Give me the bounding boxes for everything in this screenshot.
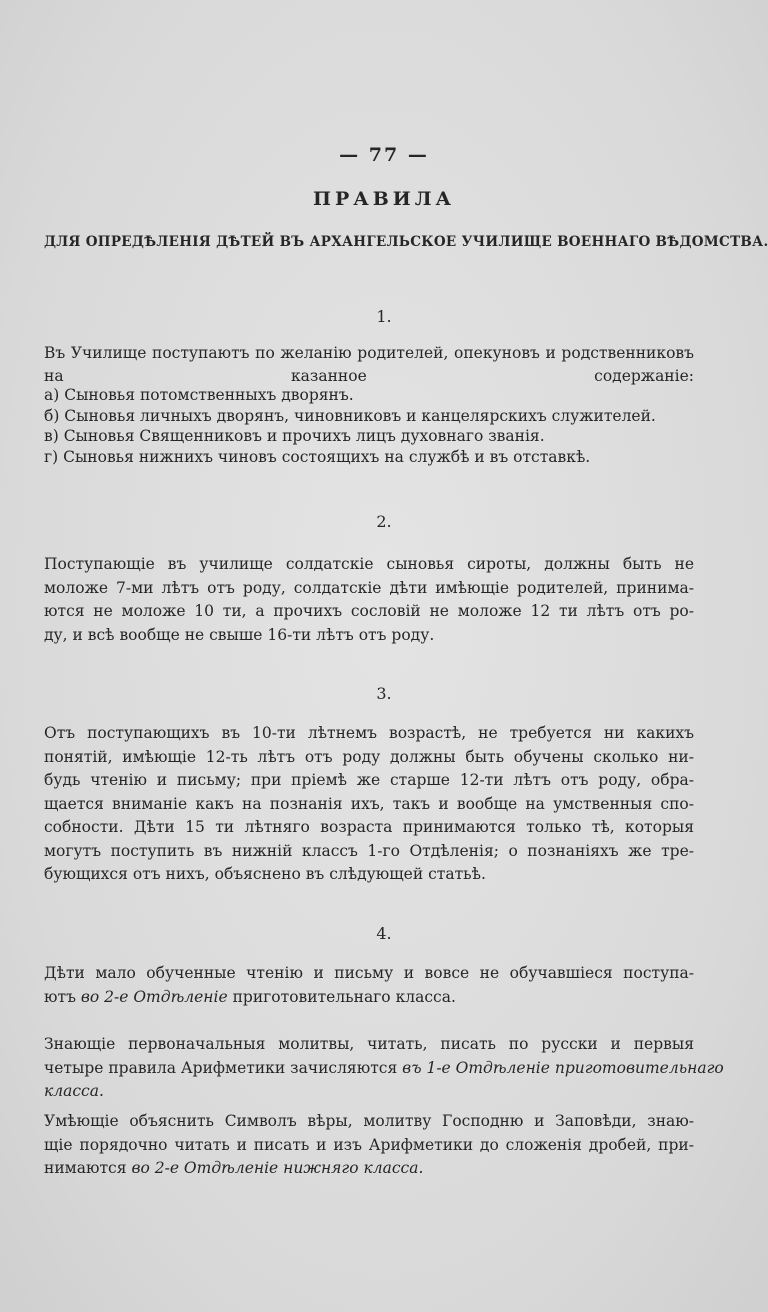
text-line: будь чтенію и письму; при пріемѣ же старше 12-ти лѣтъ отъ роду, обра- (44, 771, 694, 789)
list-item: в) Сыновья Священниковъ и прочихъ лицъ духовнаго званія. (44, 427, 545, 445)
page-number: — 77 — (339, 144, 429, 166)
section-1-list (44, 385, 694, 467)
text-line: нимаются во 2-е Отдѣленіе нижняго класса. (44, 1159, 424, 1177)
text-line: моложе 7-ми лѣтъ отъ роду, солдатскіе дѣти имѣющіе родителей, принима- (44, 578, 694, 597)
list-item: б) Сыновья личныхъ дворянъ, чиновниковъ и канцелярскихъ служителей. (44, 406, 656, 425)
text-line: Поступающіе въ училище солдатскіе сыновья сироты, должны быть не (44, 555, 694, 573)
list-item: а) Сыновья потомственныхъ дворянъ. (44, 386, 354, 404)
text-line: ду, и всѣ вообще не свыше 16-ти лѣтъ отъ роду. (44, 625, 435, 644)
text-line: могутъ поступить въ нижній классъ 1-го Отдѣленія; о познаніяхъ же тре- (44, 841, 694, 860)
text-line: Знающіе первоначальныя молитвы, читать, писать по русски и первыя (44, 1035, 694, 1053)
text-line: Умѣющіе объяснить Символъ вѣры, молитву Господню и Заповѣди, знаю- (44, 1112, 694, 1130)
emphasis: въ 1-е Отдѣленіе приготовительнаго (402, 1058, 724, 1077)
emphasis: класса. (44, 1082, 104, 1100)
section-2-number: 2. (376, 512, 392, 531)
document-title: ПРАВИЛА (313, 188, 455, 210)
section-4-paragraph-2 (44, 1033, 724, 1104)
text-line: понятій, имѣющіе 12-ть лѣтъ отъ роду должны быть обучены сколько ни- (44, 747, 694, 766)
text-line: щіе порядочно читать и писать и изъ Арифметики до сложенія дробей, при- (44, 1135, 694, 1154)
section-1-number: 1. (376, 307, 392, 326)
text-line (44, 1080, 694, 1104)
text-line: ются не моложе 10 ти, а прочихъ сословій не моложе 12 ти лѣтъ отъ ро- (44, 602, 694, 620)
section-2-text (44, 553, 694, 647)
emphasis: во 2-е Отдѣленіе нижняго класса. (131, 1159, 424, 1177)
text-line: четыре правила Арифметики зачисляются въ 1-е Отдѣленіе приготовительнаго (44, 1058, 724, 1077)
section-3-number: 3. (376, 684, 392, 703)
section-4-paragraph-3 (44, 1110, 694, 1181)
document-subtitle: ДЛЯ ОПРЕДѢЛЕНІЯ ДѢТЕЙ ВЪ АРХАНГЕЛЬСКОЕ УЧИЛИЩЕ ВОЕННАГО ВѢДОМСТВА. (44, 234, 768, 250)
text-line: бующихся отъ нихъ, объяснено въ слѣдующей статьѣ. (44, 865, 486, 883)
text-line: Отъ поступающихъ въ 10-ти лѣтнемъ возрастѣ, не требуется ни какихъ (44, 724, 694, 742)
list-item: г) Сыновья нижнихъ чиновъ состоящихъ на службѣ и въ отставкѣ. (44, 447, 591, 466)
text-line: ютъ во 2-е Отдѣленіе приготовительнаго класса. (44, 987, 456, 1006)
section-1-intro: Въ Училище поступаютъ по желанію родителей, опекуновъ и родственниковъ на казанное содержаніе: (44, 344, 694, 385)
emphasis: во 2-е Отдѣленіе (80, 987, 228, 1006)
text-line: собности. Дѣти 15 ти лѣтняго возраста принимаются только тѣ, которыя (44, 818, 694, 836)
text-line: щается вниманіе какъ на познанія ихъ, такъ и вообще на умственныя спо- (44, 794, 694, 813)
section-4-paragraph-1 (44, 962, 694, 1009)
text-line: Дѣти мало обученные чтенію и письму и вовсе не обучавшіеся поступа- (44, 964, 694, 982)
section-3-text (44, 722, 694, 887)
section-4-number: 4. (376, 924, 392, 943)
